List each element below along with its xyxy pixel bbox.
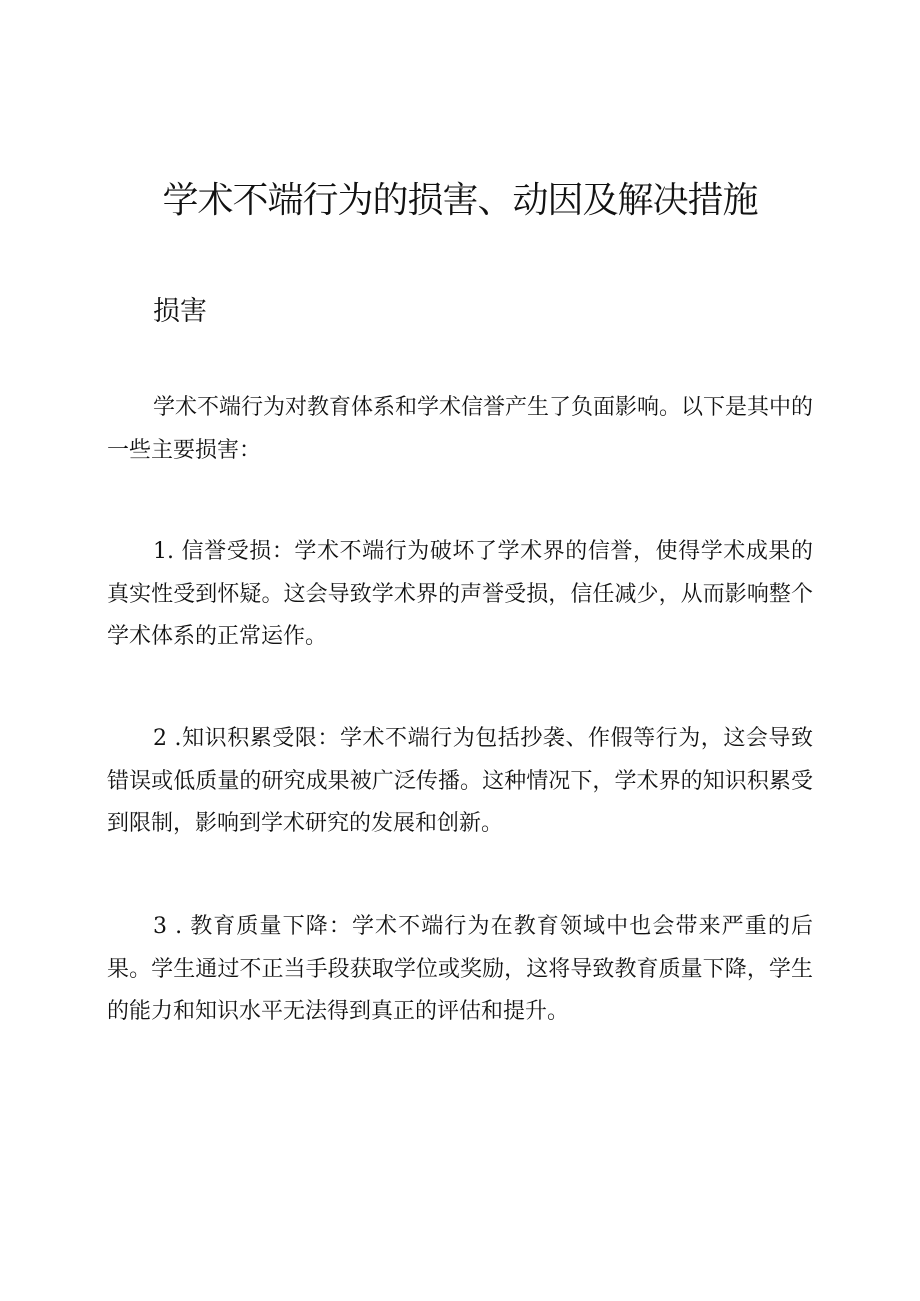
section-heading-harm: 损害 [153,296,207,327]
list-item-education: 3 . 教育质量下降：学术不端行为在教育领域中也会带来严重的后果。学生通过不正当手段获取学位或奖励，这将导致教育质量下降，学生的能力和知识水平无法得到真正的评估和提升。 [107,914,813,1024]
list-item-credibility: 1. 信誉受损：学术不端行为破坏了学术界的信誉，使得学术成果的真实性受到怀疑。这会导致学术界的声誉受损，信任减少，从而影响整个学术体系的正常运作。 [107,539,813,649]
document-title: 学术不端行为的损害、动因及解决措施 [162,180,758,221]
list-item-knowledge: 2 .知识积累受限：学术不端行为包括抄袭、作假等行为，这会导致错误或低质量的研究成果被广泛传播。这种情况下，学术界的知识积累受到限制，影响到学术研究的发展和创新。 [107,726,813,836]
intro-paragraph: 学术不端行为对教育体系和学术信誉产生了负面影响。以下是其中的一些主要损害： [107,395,814,463]
